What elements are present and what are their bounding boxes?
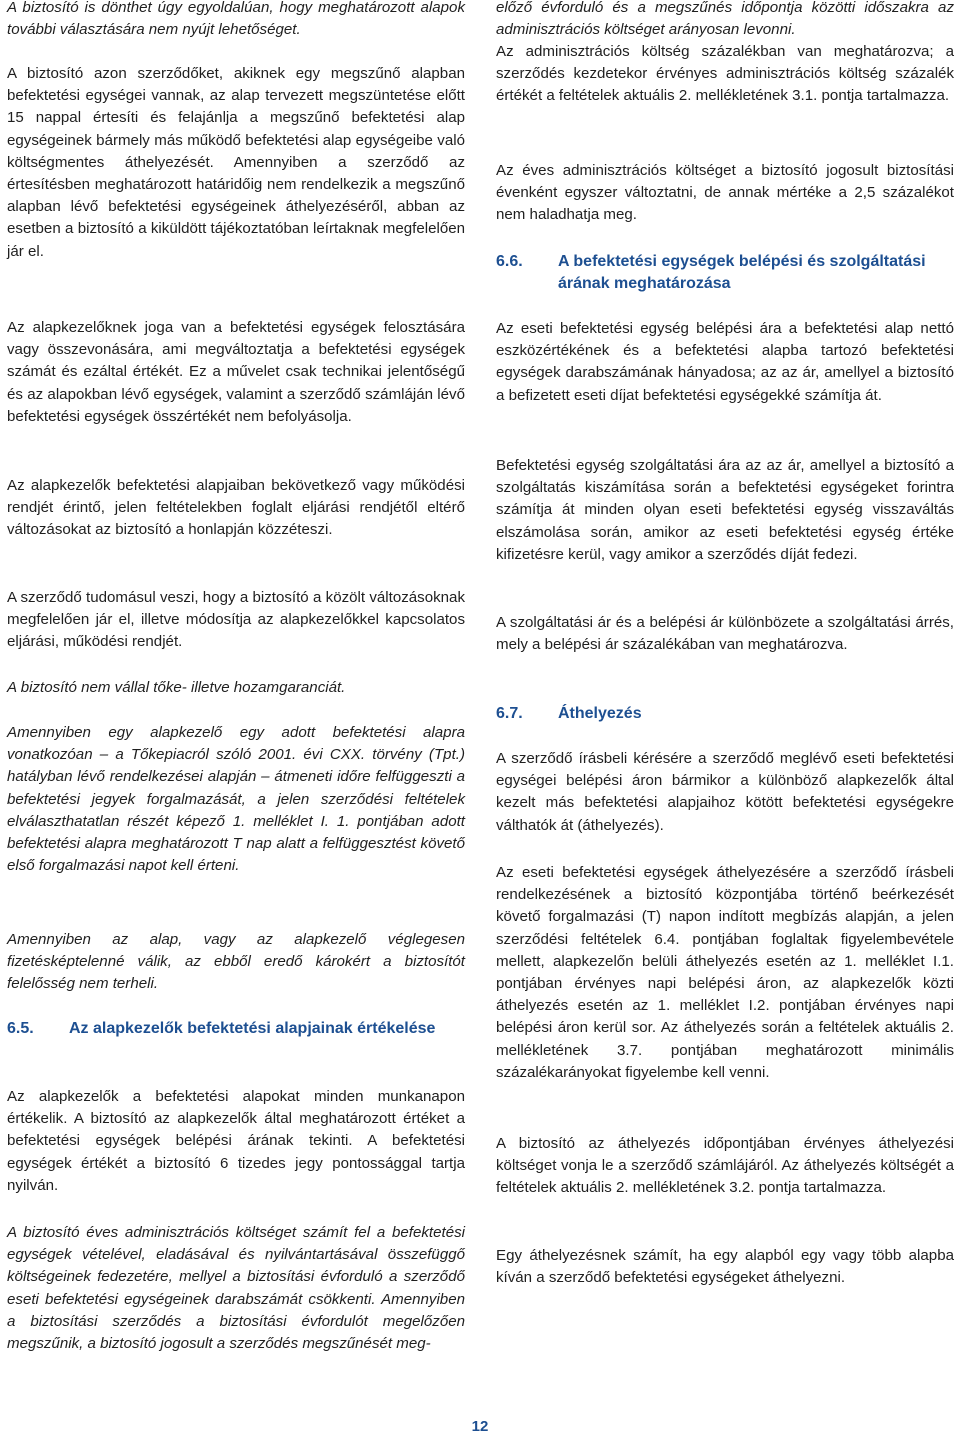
paragraph: Amennyiben egy alapkezelő egy adott befektetési alapra vonatkozóan – a Tőkepiacról szóló 2001. évi CXX. törvény (Tpt.) hatályban lévő rendelkezései alapján – átmeneti időre felfüggeszti a befektetési jegyek forgalmazását, a jelen szerződési feltételek elválaszthatatlan részét képező 1. melléklet I. 1. pontjában adott befektetési alapra meghatározott T nap alatt a felfüggesztést követő első forgalmazási napot kell érteni.	[7, 724, 465, 875]
section-number: 6.7.	[496, 705, 523, 722]
section-title: Áthelyezés	[558, 705, 642, 722]
section-heading-6-7	[496, 703, 954, 725]
paragraph: Az eseti befektetési egység belépési ára a befektetési alap nettó eszközértékének és a befektetési alapba tartozó befektetési egységek darabszámának hányadosa; az az ár, amellyel a biztosító a befizetett eseti díjat befektetési egységekké számítja át.	[496, 320, 954, 404]
paragraph: Befektetési egység szolgáltatási ára az az ár, amellyel a biztosító a szolgáltatás kiszámítása során a befektetési egységeket forintra számítja át minden olyan eseti befektetési egység visszaváltás elszámolása során, amikor az eseti befektetési egység értéke kifizetésre kerül, vagy amikor a szerződés díját fedezi.	[496, 457, 954, 563]
section-heading-6-6	[496, 251, 954, 295]
page-number: 12	[471, 1418, 489, 1435]
paragraph: Az alapkezelők a befektetési alapokat minden munkanapon értékelik. A biztosító az alapkezelők által meghatározott értéket a befektetési egységek belépési árának tekinti. A befektetési egységek értékét a biztosító 6 tizedes jegy pontossággal tartja nyilván.	[7, 1088, 465, 1194]
paragraph: előző évforduló és a megszűnés időpontja közötti időszakra az adminisztrációs költséget arányosan levonni.	[496, 0, 954, 39]
paragraph: A szerződő írásbeli kérésére a szerződő meglévő eseti befektetési egységei belépési áron bármikor a különböző alapkezelők által kezelt más befektetési alapjaihoz kötött befektetési egységekre válthatók át (áthelyezés).	[496, 750, 954, 834]
paragraph: A biztosító éves adminisztrációs költséget számít fel a befektetési egységek vételével, eladásával és nyilvántartásával összefüggő költségeinek fedezetére, mellyel a biztosítási évforduló a szerződő eseti befektetési egységeinek darabszámát csökkenti. Amennyiben a biztosítási szerződés a biztosítási évfordulót megelőzően megszűnik, a biztosító jogosult a szerződés megszűnését meg-	[7, 1224, 465, 1353]
paragraph: A biztosító azon szerződőket, akiknek egy megszűnő alapban befektetési egységei vannak, az alap tervezett megszüntetése előtt 15 nappal értesíti és felajánlja a megszűnő befektetési alap egységeinek bármely más működő befektetési alap egységeibe való költségmentes áthelyezését. Amennyiben a szerződő az értesítésben meghatározott határidőig nem rendelkezik a megszűnő alapban lévő befektetési egységeinek áthelyezéséről, abban az esetben a biztosító a kiküldött tájékoztatóban leírtaknak megfelelően jár el.	[7, 65, 465, 260]
paragraph: A biztosító is dönthet úgy egyoldalúan, hogy meghatározott alapok további választására nem nyújt lehetőséget.	[7, 0, 465, 39]
paragraph: Az adminisztrációs költség százalékban van meghatározva; a szerződés kezdetekor érvényes adminisztrációs költség százalék értékét a feltételek aktuális 2. mellékletének 3.1. pontja tartalmazza.	[496, 43, 954, 105]
paragraph: Egy áthelyezésnek számít, ha egy alapból egy vagy több alapba kíván a szerződő befektetési egységeket áthelyezni.	[496, 1247, 954, 1287]
section-number: 6.6.	[496, 253, 523, 270]
section-number: 6.5.	[7, 1020, 34, 1037]
section-heading-6-5	[7, 1018, 465, 1040]
paragraph: Az alapkezelőknek joga van a befektetési egységek felosztására vagy összevonására, ami megváltoztatja a befektetési egységek számát és ezáltal értékét. Ez a művelet csak technikai jelentőségű és az alapokban lévő egységek, valamint a szerződő számláján lévő befektetési egységek összértékét nem befolyásolja.	[7, 319, 465, 425]
paragraph: A biztosító az áthelyezés időpontjában érvényes áthelyezési költséget vonja le a szerződő számlájáról. Az áthelyezés költségét a feltételek aktuális 2. mellékletének 3.2. pontja tartalmazza.	[496, 1135, 954, 1197]
paragraph: A biztosító nem vállal tőke- illetve hozamgaranciát.	[7, 679, 346, 696]
paragraph: A szerződő tudomásul veszi, hogy a biztosító a közölt változásoknak megfelelően jár el, illetve módosítja az alapkezelőkkel kapcsolatos eljárási, működési rendjét.	[7, 589, 465, 651]
paragraph: Amennyiben az alap, vagy az alapkezelő véglegesen fizetésképtelenné válik, az ebből eredő károkért a biztosítót felelősség nem terheli.	[7, 931, 465, 993]
section-title: Az alapkezelők befektetési alapjainak értékelése	[69, 1020, 436, 1037]
paragraph: Az alapkezelők befektetési alapjaiban bekövetkező vagy működési rendjét érintő, jelen feltételekben foglalt eljárási rendjétől eltérő változásokat az biztosító a honlapján közzéteszi.	[7, 477, 465, 539]
paragraph: Az eseti befektetési egységek áthelyezésére a szerződő írásbeli rendelkezésének a biztosító központjába történő beérkezését követő forgalmazási (T) napon indított megbízás alapján, a jelen szerződési feltételek 6.4. pontjában foglaltak figyelembevétele mellett, alapkezelőn belüli áthelyezés esetén az 1. melléklet I.1. pontjában érvényes napi belépési áron, az alapkezelők közti áthelyezés esetén az 1. melléklet I.2. pontjában érvényes napi belépési áron kerül sor. Az áthelyezés során a feltételek aktuális 2. mellékletének 3.7. pontjában meghatározott minimális százalékarányokat figyelembe kell venni.	[496, 864, 954, 1081]
paragraph: Az éves adminisztrációs költséget a biztosító jogosult biztosítási évenként egyszer változtatni, de annak mértéke a 2,5 százalékot nem haladhatja meg.	[496, 162, 954, 224]
section-title: A befektetési egységek belépési és szolgáltatási árának meghatározása	[558, 253, 926, 293]
paragraph: A szolgáltatási ár és a belépési ár különbözete a szolgáltatási árrés, mely a belépési ár százalékában van meghatározva.	[496, 614, 954, 654]
